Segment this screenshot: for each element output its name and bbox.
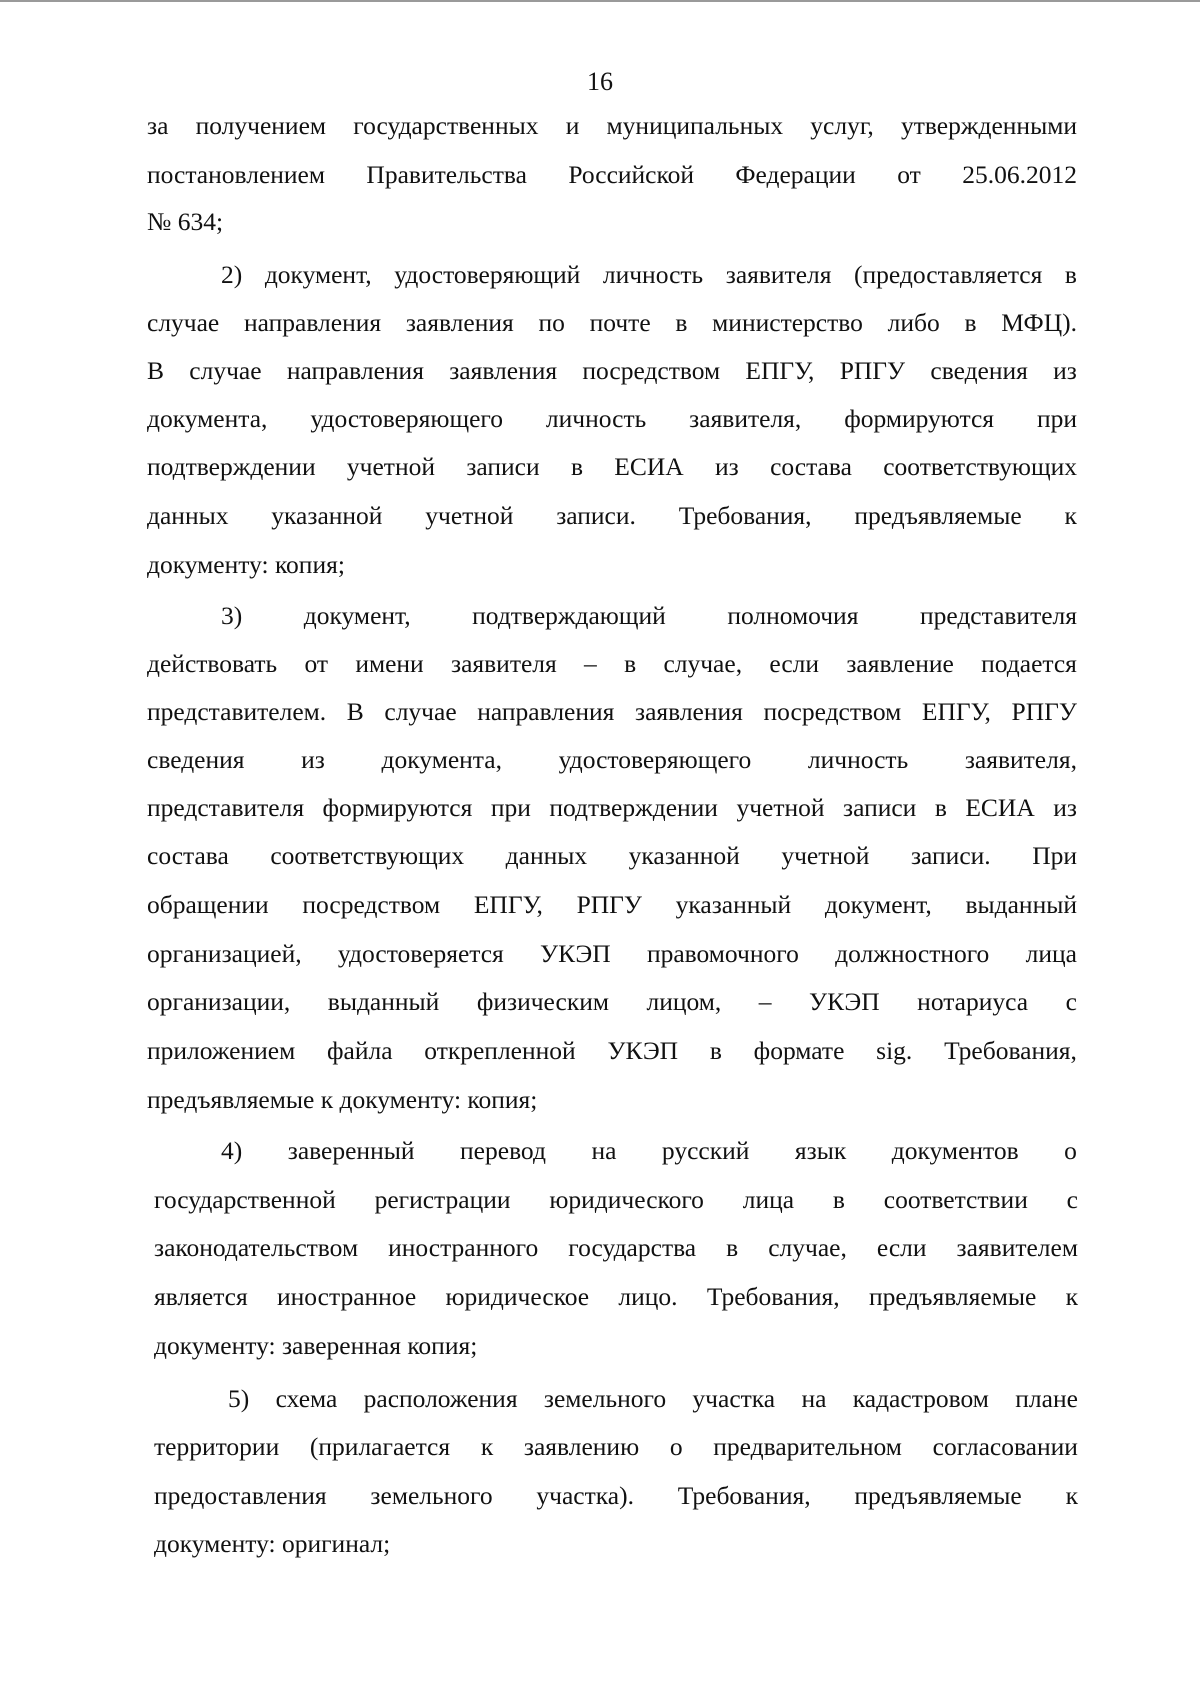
text-line-4	[221, 255, 1077, 295]
word: если	[876, 1233, 927, 1262]
word: Правительства	[366, 160, 527, 189]
word: заявления	[635, 697, 743, 726]
word: заявителя	[451, 649, 557, 678]
word: в	[1064, 260, 1077, 289]
word: иностранное	[277, 1282, 417, 1311]
word: государства	[568, 1233, 697, 1262]
word: документов	[891, 1136, 1019, 1165]
word: Требования,	[677, 1481, 811, 1510]
word: УКЭП	[809, 987, 880, 1016]
word: лица	[1025, 939, 1077, 968]
word: 25.06.2012	[962, 160, 1077, 189]
text-line-9	[147, 496, 1077, 536]
word: государственных	[353, 111, 539, 140]
word: приложением	[147, 1036, 296, 1065]
word: постановлением	[147, 160, 326, 189]
word: получением	[195, 111, 327, 140]
word: ЕСИА	[965, 793, 1035, 822]
word: направления	[244, 308, 382, 337]
word: выданный	[327, 987, 440, 1016]
word: в	[832, 1185, 845, 1214]
word: личность	[602, 260, 704, 289]
word: состава	[770, 452, 852, 481]
word: язык	[794, 1136, 847, 1165]
word: является	[154, 1282, 248, 1311]
word: из	[1053, 793, 1077, 822]
text-line-14	[147, 740, 1077, 780]
word: Федерации	[735, 160, 856, 189]
word: физическим	[476, 987, 609, 1016]
text-line-17	[147, 885, 1077, 925]
word: 3)	[221, 601, 243, 630]
word: Требования,	[944, 1036, 1077, 1065]
word: лицом,	[646, 987, 722, 1016]
word: личность	[807, 745, 909, 774]
word: действовать	[147, 649, 278, 678]
word: посредством	[302, 890, 441, 919]
word: ЕПГУ,	[921, 697, 991, 726]
word: плане	[1015, 1384, 1078, 1413]
word: за	[147, 111, 169, 140]
word: обращении	[147, 890, 269, 919]
text-line-20	[147, 1031, 1077, 1071]
word: удостоверяющего	[310, 404, 503, 433]
word: в	[934, 793, 947, 822]
text-line-29	[154, 1476, 1078, 1516]
word: из	[715, 452, 739, 481]
word: записи.	[556, 501, 636, 530]
word: соответствующих	[270, 841, 465, 870]
word: законодательством	[154, 1233, 359, 1262]
word: лицо.	[618, 1282, 678, 1311]
word: подтверждении	[147, 452, 316, 481]
word: должностного	[835, 939, 990, 968]
word: (предоставляется	[854, 260, 1043, 289]
word: земельного	[370, 1481, 493, 1510]
word: учетной	[781, 841, 870, 870]
word: посредством	[582, 356, 721, 385]
word: соответствии	[883, 1185, 1028, 1214]
word: регистрации	[374, 1185, 511, 1214]
word: предъявляемые	[854, 1481, 1022, 1510]
word: ЕСИА	[614, 452, 684, 481]
word: удостоверяющего	[558, 745, 752, 774]
word: организацией,	[147, 939, 302, 968]
text-line-30: документу: оригинал;	[154, 1529, 391, 1558]
word: записи	[843, 793, 917, 822]
word: предъявляемые	[854, 501, 1022, 530]
text-line-5	[147, 303, 1077, 343]
text-line-7	[147, 399, 1077, 439]
word: случае	[147, 308, 220, 337]
word: записи.	[910, 841, 991, 870]
word: заявления	[405, 308, 514, 337]
word: удостоверяется	[337, 939, 504, 968]
word: формате	[753, 1036, 845, 1065]
word: подтверждающий	[472, 601, 666, 630]
text-line-27	[228, 1379, 1078, 1419]
word: учетной	[425, 501, 514, 530]
word: либо	[887, 308, 940, 337]
word: РПГУ	[1011, 697, 1077, 726]
word: схема	[275, 1384, 338, 1413]
text-line-3: № 634;	[147, 207, 224, 236]
word: 5)	[228, 1384, 250, 1413]
word: Требования,	[706, 1282, 840, 1311]
text-line-8	[147, 447, 1077, 487]
word: в	[570, 452, 583, 481]
text-line-25	[154, 1277, 1078, 1317]
word: заявления	[449, 356, 558, 385]
word: –	[584, 649, 597, 678]
word: соответствующих	[883, 452, 1077, 481]
word: к	[1065, 1481, 1078, 1510]
word: выданный	[965, 890, 1077, 919]
text-line-18	[147, 934, 1077, 974]
word: о	[1064, 1136, 1077, 1165]
word: документа,	[147, 404, 268, 433]
word: полномочия	[727, 601, 859, 630]
word: министерство	[712, 308, 863, 337]
word: предоставления	[154, 1481, 327, 1510]
text-line-16	[147, 836, 1077, 876]
word: данных	[147, 501, 229, 530]
word: по	[538, 308, 565, 337]
word: утвержденными	[901, 111, 1077, 140]
word: в	[964, 308, 977, 337]
word: представителя	[147, 793, 305, 822]
word: если	[769, 649, 820, 678]
word: при	[490, 793, 531, 822]
word: с	[1066, 1185, 1078, 1214]
text-line-28	[154, 1427, 1078, 1467]
word: учетной	[346, 452, 435, 481]
word: правомочного	[646, 939, 799, 968]
word: юридическое	[445, 1282, 590, 1311]
text-line-11	[221, 596, 1077, 636]
word: подтверждении	[549, 793, 718, 822]
word: почте	[589, 308, 651, 337]
word: заявлению	[523, 1432, 640, 1461]
word: из	[1053, 356, 1077, 385]
word: услуг,	[810, 111, 874, 140]
word: имени	[355, 649, 424, 678]
word: формируются	[844, 404, 995, 433]
word: предъявляемые	[868, 1282, 1037, 1311]
word: в	[726, 1233, 739, 1262]
word: сведения	[930, 356, 1028, 385]
word: указанной	[628, 841, 740, 870]
word: на	[591, 1136, 617, 1165]
word: направления	[286, 356, 424, 385]
word: в	[624, 649, 637, 678]
word: заявление	[846, 649, 954, 678]
word: файла	[327, 1036, 393, 1065]
word: на	[801, 1384, 827, 1413]
word: ЕПГУ,	[745, 356, 815, 385]
word: В	[147, 356, 165, 385]
word: иностранного	[388, 1233, 539, 1262]
word: указанный	[675, 890, 792, 919]
word: русский	[661, 1136, 750, 1165]
word: РПГУ	[576, 890, 642, 919]
word: и	[565, 111, 580, 140]
word: согласовании	[932, 1432, 1078, 1461]
word: заявителя,	[689, 404, 802, 433]
word: кадастровом	[852, 1384, 989, 1413]
word: к	[480, 1432, 494, 1461]
text-line-13	[147, 692, 1077, 732]
word: состава	[147, 841, 229, 870]
word: (прилагается	[309, 1432, 451, 1461]
word: УКЭП	[540, 939, 611, 968]
text-line-22	[221, 1131, 1077, 1171]
word: сведения	[147, 745, 245, 774]
text-line-23	[154, 1180, 1078, 1220]
word: участка).	[536, 1481, 634, 1510]
word: данных	[505, 841, 588, 870]
word: учетной	[736, 793, 825, 822]
word: о	[669, 1432, 683, 1461]
word: нотариуса	[917, 987, 1029, 1016]
word: 4)	[221, 1136, 243, 1165]
word: направления	[477, 697, 615, 726]
word: государственной	[154, 1185, 336, 1214]
word: РПГУ	[839, 356, 906, 385]
word: лица	[742, 1185, 795, 1214]
word: подается	[981, 649, 1077, 678]
word: 2)	[221, 260, 243, 289]
word: в	[675, 308, 688, 337]
word: открепленной	[424, 1036, 576, 1065]
word: При	[1032, 841, 1077, 870]
word: ЕПГУ,	[473, 890, 543, 919]
text-line-19	[147, 982, 1077, 1022]
word: от	[304, 649, 329, 678]
word: территории	[154, 1432, 280, 1461]
word: МФЦ).	[1001, 308, 1077, 337]
text-line-1	[147, 106, 1077, 146]
word: от	[897, 160, 921, 189]
word: заявителя,	[964, 745, 1077, 774]
word: участка	[692, 1384, 776, 1413]
word: случае,	[663, 649, 743, 678]
text-line-26: документу: заверенная копия;	[154, 1331, 478, 1360]
word: заявителя	[725, 260, 832, 289]
word: документ,	[303, 601, 411, 630]
text-line-10: документу: копия;	[147, 550, 345, 579]
word: представителя	[919, 601, 1077, 630]
word: документа,	[381, 745, 502, 774]
word: заверенный	[287, 1136, 415, 1165]
word: записи	[466, 452, 540, 481]
word: земельного	[543, 1384, 667, 1413]
word: формируются	[322, 793, 473, 822]
text-line-24	[154, 1228, 1078, 1268]
word: случае,	[768, 1233, 847, 1262]
text-line-21: предъявляемые к документу: копия;	[147, 1085, 538, 1114]
page-number: 16	[587, 67, 613, 96]
word: случае	[189, 356, 262, 385]
word: документ,	[824, 890, 932, 919]
word: sig.	[876, 1036, 913, 1065]
word: документ,	[264, 260, 372, 289]
word: УКЭП	[607, 1036, 679, 1065]
word: Требования,	[678, 501, 812, 530]
text-line-12	[147, 644, 1077, 684]
word: заявителем	[956, 1233, 1078, 1262]
word: Российской	[568, 160, 694, 189]
word: предварительном	[713, 1432, 902, 1461]
word: расположения	[363, 1384, 518, 1413]
word: юридического	[549, 1185, 704, 1214]
word: с	[1065, 987, 1077, 1016]
text-line-2	[147, 155, 1077, 195]
word: при	[1036, 404, 1077, 433]
word: В	[346, 697, 364, 726]
word: указанной	[271, 501, 383, 530]
word: из	[301, 745, 325, 774]
word: организации,	[147, 987, 291, 1016]
word: случае	[384, 697, 457, 726]
word: муниципальных	[606, 111, 784, 140]
word: перевод	[460, 1136, 546, 1165]
word: посредством	[763, 697, 902, 726]
word: –	[758, 987, 772, 1016]
word: в	[709, 1036, 722, 1065]
word: личность	[545, 404, 647, 433]
text-line-6	[147, 351, 1077, 391]
word: удостоверяющий	[394, 260, 581, 289]
word: представителем.	[147, 697, 327, 726]
text-line-15	[147, 788, 1077, 828]
word: к	[1065, 1282, 1078, 1311]
word: к	[1064, 501, 1077, 530]
